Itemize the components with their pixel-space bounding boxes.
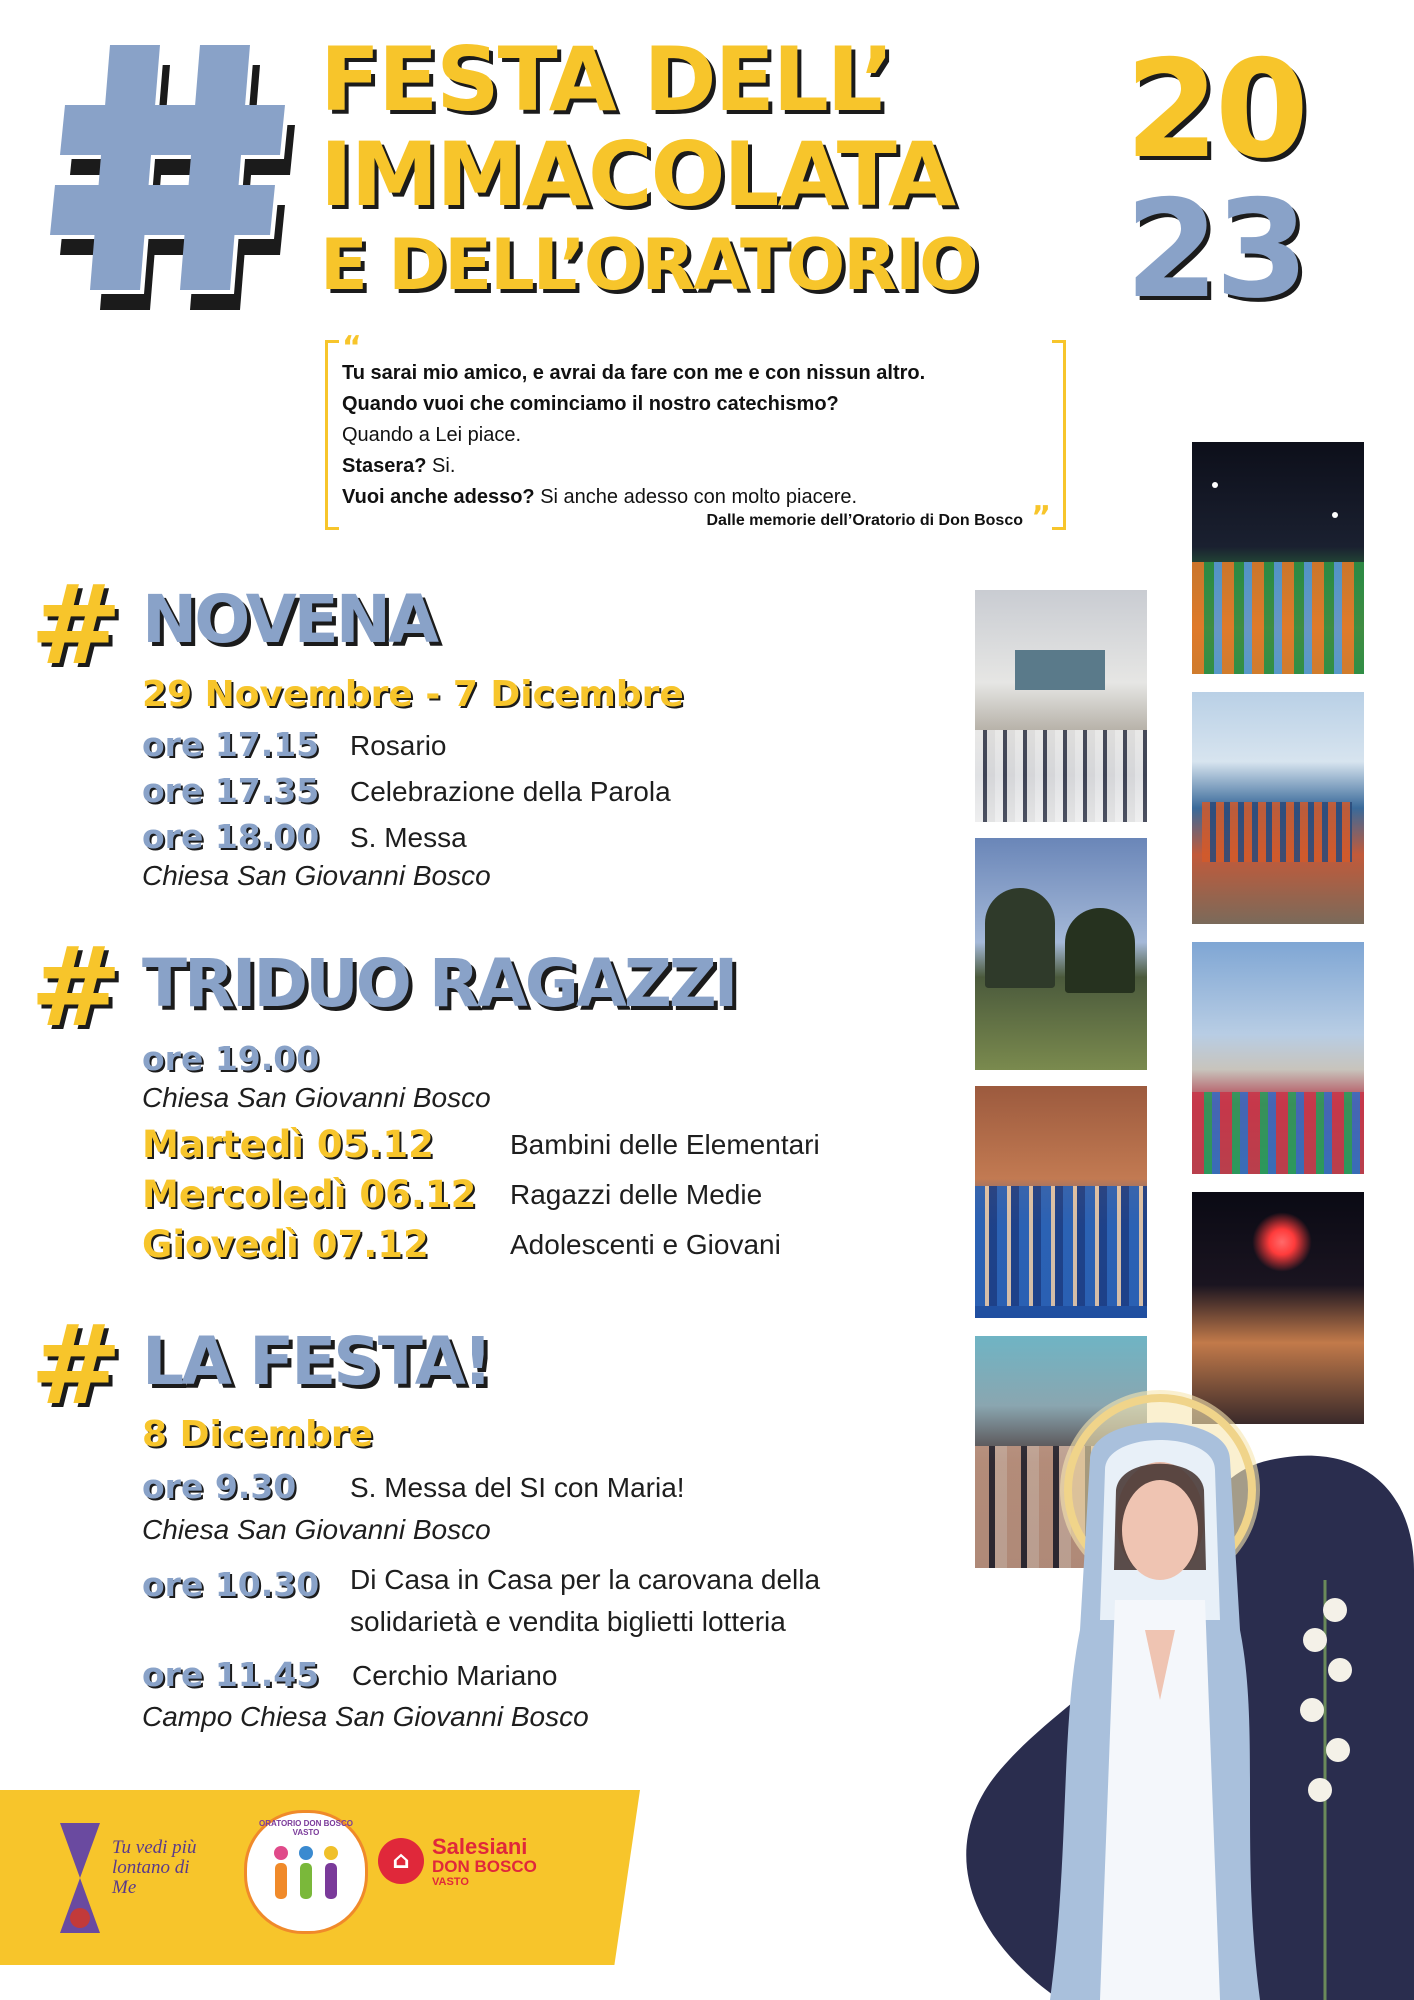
triduo-day-2: Mercoledì 06.12 bbox=[142, 1173, 477, 1216]
logo-tu-vedi bbox=[50, 1818, 197, 1943]
festa-date: 8 Dicembre bbox=[142, 1414, 374, 1455]
novena-time-3: ore 18.00 bbox=[142, 817, 320, 856]
photo-church-group bbox=[975, 590, 1147, 822]
triduo-group-2: Ragazzi delle Medie bbox=[510, 1179, 763, 1210]
festa-event-2-line-2: solidarietà e vendita biglietti lotteria bbox=[350, 1606, 786, 1637]
hashtag-icon: # bbox=[30, 1301, 123, 1429]
quote-box bbox=[325, 330, 1066, 535]
quote-line-4: Si. bbox=[426, 455, 456, 477]
logo-salesiani bbox=[432, 1836, 537, 1888]
madonna-illustration bbox=[940, 1370, 1414, 2000]
year-bottom bbox=[1125, 171, 1305, 328]
photo-group-blue-shirts bbox=[975, 1086, 1147, 1318]
festa-location-3: Campo Chiesa San Giovanni Bosco bbox=[142, 1701, 589, 1732]
festa-time-1: ore 9.30 bbox=[142, 1467, 297, 1506]
quote-line-4-bold: Stasera? bbox=[342, 455, 427, 477]
hashtag-icon: # bbox=[30, 561, 123, 689]
quote-source: Dalle memorie dell’Oratorio di Don Bosco bbox=[706, 512, 1023, 529]
novena-event-2: Celebrazione della Parola bbox=[350, 776, 671, 807]
quote-line-1: Tu sarai mio amico, e avrai da fare con me e con nissun altro. bbox=[342, 362, 926, 384]
hashtag-icon: # bbox=[30, 923, 123, 1051]
hourglass-icon bbox=[50, 1818, 110, 1938]
novena-event-1: Rosario bbox=[350, 730, 447, 761]
year-top bbox=[1125, 31, 1305, 188]
photo-courtyard-aerial bbox=[1192, 692, 1364, 924]
triduo-group-1: Bambini delle Elementari bbox=[510, 1129, 820, 1160]
title-line-3: E DELL’ORATORIO bbox=[320, 224, 977, 306]
photo-night-crowd bbox=[1192, 442, 1364, 674]
triduo-location: Chiesa San Giovanni Bosco bbox=[142, 1082, 491, 1113]
novena-dates: 29 Novembre - 7 Dicembre bbox=[142, 674, 684, 715]
festa-event-2-line-1: Di Casa in Casa per la carovana della bbox=[350, 1564, 821, 1595]
triduo-group-3: Adolescenti e Giovani bbox=[510, 1229, 781, 1260]
novena-time-1: ore 17.15 bbox=[142, 725, 320, 764]
people-icon bbox=[269, 1843, 343, 1903]
logo-oratorio bbox=[244, 1810, 368, 1934]
quote-line-2: Quando vuoi che cominciamo il nostro catechismo? bbox=[342, 393, 839, 415]
festa-title: LA FESTA! bbox=[142, 1323, 490, 1400]
quote-line-3: Quando a Lei piace. bbox=[342, 424, 522, 446]
quote-text bbox=[342, 358, 1062, 513]
novena-time-2: ore 17.35 bbox=[142, 771, 320, 810]
quote-line-5-bold: Vuoi anche adesso? bbox=[342, 486, 535, 508]
title-line-2: IMMACOLATA bbox=[320, 123, 955, 226]
logo-oratorio-text: ORATORIO DON BOSCO VASTO bbox=[259, 1819, 353, 1837]
logo-tu-vedi-text: Tu vedi più lontano di Me bbox=[112, 1837, 197, 1898]
novena-title: NOVENA bbox=[142, 581, 437, 658]
salesiani-logo-icon: ⌂ bbox=[378, 1838, 424, 1884]
photo-school-yard bbox=[1192, 942, 1364, 1174]
triduo-day-3: Giovedì 07.12 bbox=[142, 1223, 429, 1266]
festa-location-1: Chiesa San Giovanni Bosco bbox=[142, 1514, 491, 1545]
triduo-title: TRIDUO RAGAZZI bbox=[142, 945, 736, 1022]
year-top-digits: 20 bbox=[1125, 31, 1305, 188]
festa-time-3: ore 11.45 bbox=[142, 1655, 320, 1694]
hashtag-icon bbox=[40, 45, 310, 320]
logo-salesiani-line-3: VASTO bbox=[432, 1876, 469, 1888]
title-line-1: FESTA DELL’ bbox=[320, 28, 893, 131]
quote-line-5: Si anche adesso con molto piacere. bbox=[534, 486, 858, 508]
logo-salesiani-line-2: DON BOSCO bbox=[432, 1857, 537, 1876]
open-quote-icon: “ bbox=[342, 330, 362, 365]
close-quote-icon: ” bbox=[1031, 500, 1051, 535]
logo-salesiani-line-1: Salesiani bbox=[432, 1834, 528, 1859]
year-bottom-digits: 23 bbox=[1125, 171, 1305, 328]
festa-time-2: ore 10.30 bbox=[142, 1565, 320, 1604]
festa-event-3: Cerchio Mariano bbox=[352, 1660, 558, 1691]
triduo-day-1: Martedì 05.12 bbox=[142, 1123, 434, 1166]
festa-event-1: S. Messa del SI con Maria! bbox=[350, 1472, 685, 1503]
novena-event-3: S. Messa bbox=[350, 822, 467, 853]
triduo-time: ore 19.00 bbox=[142, 1039, 320, 1078]
novena-location: Chiesa San Giovanni Bosco bbox=[142, 860, 491, 891]
photo-outdoor-trees bbox=[975, 838, 1147, 1070]
